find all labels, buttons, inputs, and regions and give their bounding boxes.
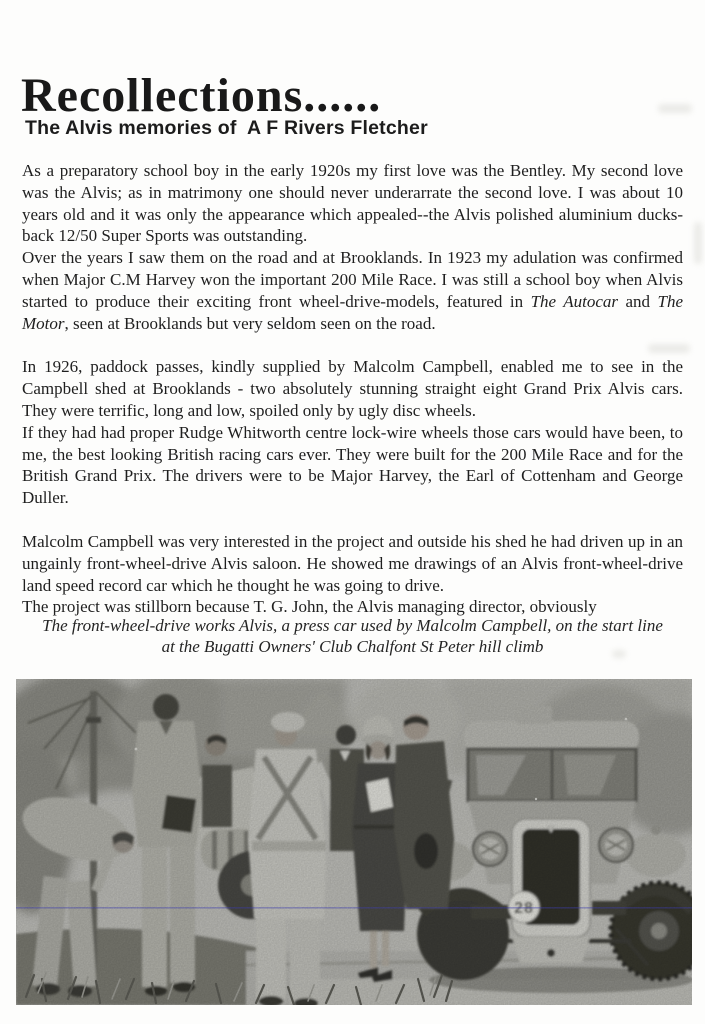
italic-title-motor: The Motor	[22, 291, 683, 333]
photo-caption-line-2: at the Bugatti Owners' Club Chalfont St Peter hill climb	[161, 636, 544, 656]
paragraph-1b-end: , seen at Brooklands but very seldom seen on the road.	[64, 313, 436, 333]
italic-title-autocar: The Autocar	[530, 291, 619, 311]
article-body	[22, 160, 683, 633]
race-number: 28	[514, 900, 534, 917]
scan-artifact	[612, 650, 626, 658]
paragraph-group-3	[22, 531, 683, 618]
scan-artifact	[648, 344, 690, 353]
paragraph-1a: As a preparatory school boy in the early 1920s my first love was the Bentley. My second love was the Alvis; as in matrimony one should never underarrate the second love. I was about 10 years old and it was only the appearance which appealed--the Alvis polished aluminium ducks-back 12/50 Super Sports was outstanding.	[22, 161, 683, 246]
paragraph-3b: The project was stillborn because T. G. John, the Alvis managing director, obviously	[22, 597, 597, 617]
scan-artifact	[694, 222, 702, 264]
paragraph-1b-text: Over the years I saw them on the road and at Brooklands. In 1923 my adulation was confirmed when Major C.M Harvey won the important 200 Mile Race. I was still a school boy when Alvis started to produce their exciting front wheel-drive-models, featured in	[22, 248, 683, 311]
paragraph-2a: In 1926, paddock passes, kindly supplied by Malcolm Campbell, enabled me to see in the Campbell shed at Brooklands - two absolutely stunning straight eight Grand Prix Alvis cars. They were terrific, long and low, spoiled only by ugly disc wheels.	[22, 357, 683, 420]
page-title: Recollections......	[21, 69, 382, 123]
article-subtitle: The Alvis memories of A F Rivers Fletcher	[25, 117, 428, 139]
photo-caption-line-1: The front-wheel-drive works Alvis, a press car used by Malcolm Campbell, on the start line	[42, 616, 663, 635]
photo-caption	[0, 616, 705, 657]
scan-artifact	[658, 104, 692, 113]
film-grain	[16, 679, 692, 1005]
paragraph-1b	[22, 247, 683, 334]
paragraph-group-2	[22, 356, 683, 509]
paragraph-2b: If they had had proper Rudge Whitworth centre lock-wire wheels those cars would have been, to me, the best looking British racing cars ever. They were built for the 200 Mile Race and for the British Grand Prix. The drivers were to be Major Harvey, the Earl of Cottenham and George Duller.	[22, 422, 683, 508]
photograph-illustration	[16, 679, 692, 1005]
photograph	[16, 679, 692, 1005]
paragraph-3a: Malcolm Campbell was very interested in the project and outside his shed he had driven up in an ungainly front-wheel-drive Alvis saloon. He showed me drawings of an Alvis front-wheel-drive land speed record car which he thought he was going to drive.	[22, 531, 683, 595]
paragraph-group-1	[22, 160, 683, 334]
paragraph-1b-and: and	[618, 291, 658, 311]
